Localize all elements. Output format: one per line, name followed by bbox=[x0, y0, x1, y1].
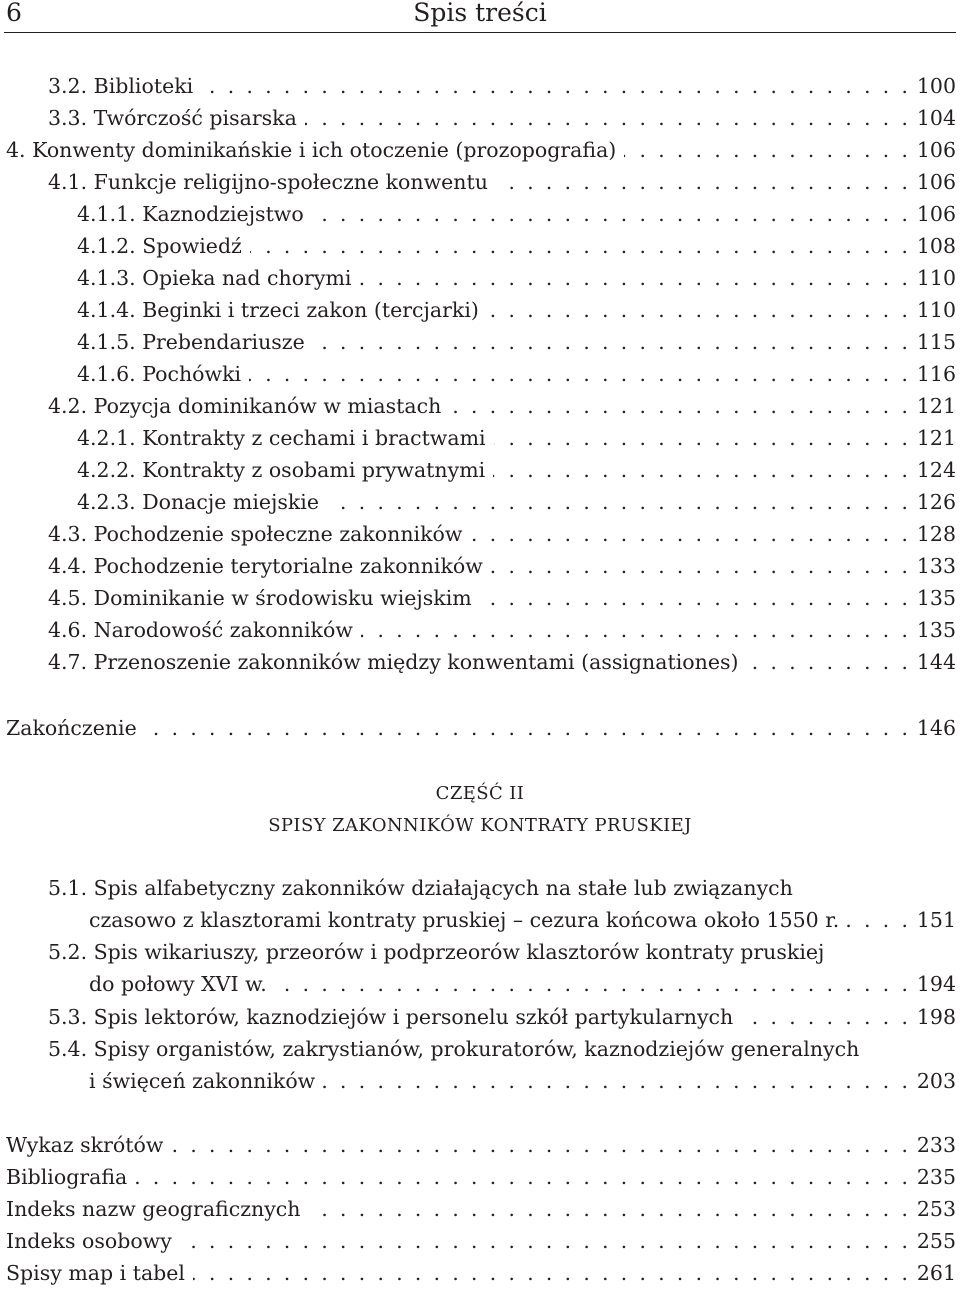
entry-title: Indeks osobowy bbox=[6, 1229, 172, 1253]
entry-page-number: 128 bbox=[916, 522, 956, 546]
part-subheading: SPISY ZAKONNIKÓW KONTRATY PRUSKIEJ bbox=[268, 815, 692, 836]
entry-title: 4.1.2. Spowiedź bbox=[77, 234, 242, 258]
toc-entry bbox=[0, 646, 956, 678]
entry-page-number: 126 bbox=[916, 490, 956, 514]
dot-leader bbox=[361, 614, 911, 646]
entry-title: 4.1.4. Beginki i trzeci zakon (tercjarki) bbox=[77, 298, 479, 322]
dot-leader bbox=[847, 904, 911, 936]
entry-page-number: 135 bbox=[916, 586, 956, 610]
toc-entry bbox=[0, 518, 956, 550]
dot-leader bbox=[449, 390, 911, 422]
dot-leader bbox=[323, 1065, 911, 1097]
dot-leader bbox=[193, 1257, 911, 1289]
entry-title: Bibliografia bbox=[6, 1165, 128, 1189]
entry-title: 4. Konwenty dominikańskie i ich otoczenie (prozopografia) bbox=[6, 138, 617, 162]
toc-entry bbox=[0, 326, 956, 358]
toc-entry bbox=[0, 166, 956, 198]
toc-entry bbox=[0, 198, 956, 230]
toc-entry bbox=[0, 134, 956, 166]
dot-leader bbox=[470, 518, 910, 550]
entry-page-number: 255 bbox=[916, 1229, 956, 1253]
toc-entry bbox=[0, 390, 956, 422]
toc-entry-multiline bbox=[0, 904, 956, 936]
entry-title: do połowy XVI w. bbox=[89, 972, 267, 996]
entry-page-number: 144 bbox=[916, 650, 956, 674]
entry-title: Indeks nazw geograficznych bbox=[6, 1197, 301, 1221]
entry-title: 4.3. Pochodzenie społeczne zakonników bbox=[48, 522, 463, 546]
entry-title: 4.1. Funkcje religijno-społeczne konwentu bbox=[48, 170, 488, 194]
entry-title: 4.2. Pozycja dominikanów w miastach bbox=[48, 394, 442, 418]
entry-title: 4.2.1. Kontrakty z cechami i bractwami bbox=[77, 426, 486, 450]
toc-entry bbox=[0, 230, 956, 262]
entry-title: 4.4. Pochodzenie terytorialne zakonników bbox=[48, 554, 483, 578]
dot-leader bbox=[201, 70, 911, 102]
entry-page-number: 261 bbox=[916, 1261, 956, 1285]
toc-entry bbox=[0, 70, 956, 102]
entry-title: 3.2. Biblioteki bbox=[48, 74, 194, 98]
entry-page-number: 151 bbox=[916, 908, 956, 932]
dot-leader bbox=[496, 166, 911, 198]
toc-entry bbox=[0, 294, 956, 326]
entry-title: 4.6. Narodowość zakonników bbox=[48, 618, 353, 642]
dot-leader bbox=[180, 1225, 911, 1257]
toc-entry bbox=[0, 262, 956, 294]
dot-leader bbox=[308, 1193, 910, 1225]
entry-title: i święceń zakonników bbox=[89, 1069, 316, 1093]
toc-entry bbox=[0, 358, 956, 390]
entry-title: czasowo z klasztorami kontraty pruskiej – cezura końcowa około 1550 r. bbox=[89, 908, 840, 932]
entry-page-number: 100 bbox=[916, 74, 956, 98]
entry-page-number: 203 bbox=[916, 1069, 956, 1093]
entry-title: Zakończenie bbox=[6, 716, 137, 740]
entry-page-number: 233 bbox=[916, 1133, 956, 1157]
entry-title: Wykaz skrótów bbox=[6, 1133, 164, 1157]
header-rule bbox=[4, 32, 956, 33]
toc-entry-multiline bbox=[0, 1065, 956, 1097]
entry-page-number: 253 bbox=[916, 1197, 956, 1221]
toc-entry-back-matter bbox=[0, 1225, 956, 1257]
toc-entry-multiline bbox=[0, 968, 956, 1000]
entry-page-number: 135 bbox=[916, 618, 956, 642]
entry-page-number: 235 bbox=[916, 1165, 956, 1189]
toc-entry-back-matter bbox=[0, 1257, 956, 1289]
entry-page-number: 116 bbox=[916, 362, 956, 386]
entry-title-first-line: 5.1. Spis alfabetyczny zakonników działających na stałe lub związanych bbox=[48, 876, 793, 900]
entry-page-number: 106 bbox=[916, 138, 956, 162]
entry-page-number: 110 bbox=[916, 266, 956, 290]
entry-page-number: 146 bbox=[916, 716, 956, 740]
dot-leader bbox=[171, 1129, 910, 1161]
dot-leader bbox=[145, 712, 911, 744]
entry-title: 4.7. Przenoszenie zakonników między konwentami (assignationes) bbox=[48, 650, 739, 674]
entry-title: 5.3. Spis lektorów, kaznodziejów i personelu szkół partykularnych bbox=[48, 1005, 734, 1029]
dot-leader bbox=[741, 1001, 911, 1033]
entry-title: 4.1.3. Opieka nad chorymi bbox=[77, 266, 352, 290]
dot-leader bbox=[493, 454, 911, 486]
entry-page-number: 133 bbox=[916, 554, 956, 578]
entry-page-number: 104 bbox=[916, 106, 956, 130]
dot-leader bbox=[275, 968, 911, 1000]
toc-entry bbox=[0, 582, 956, 614]
entry-title: 4.1.6. Pochówki bbox=[77, 362, 242, 386]
page-header bbox=[0, 0, 960, 34]
entry-title: 3.3. Twórczość pisarska bbox=[48, 106, 297, 130]
toc-entry bbox=[0, 550, 956, 582]
dot-leader bbox=[494, 422, 911, 454]
dot-leader bbox=[480, 582, 911, 614]
dot-leader bbox=[624, 134, 911, 166]
dot-leader bbox=[313, 326, 911, 358]
entry-title: 4.1.5. Prebendariusze bbox=[77, 330, 305, 354]
entry-title-first-line: 5.4. Spisy organistów, zakrystianów, prokuratorów, kaznodziejów generalnych bbox=[48, 1037, 860, 1061]
dot-leader bbox=[135, 1161, 911, 1193]
dot-leader bbox=[359, 262, 910, 294]
dot-leader bbox=[305, 102, 911, 134]
entry-page-number: 124 bbox=[916, 458, 956, 482]
toc-entry bbox=[0, 102, 956, 134]
entry-title: 4.5. Dominikanie w środowisku wiejskim bbox=[48, 586, 472, 610]
page-number: 6 bbox=[6, 0, 22, 27]
toc-entry-back-matter bbox=[0, 1129, 956, 1161]
entry-page-number: 121 bbox=[916, 394, 956, 418]
entry-page-number: 108 bbox=[916, 234, 956, 258]
entry-title: 4.1.1. Kaznodziejstwo bbox=[77, 202, 304, 226]
entry-title: 4.2.3. Donacje miejskie bbox=[77, 490, 319, 514]
entry-page-number: 198 bbox=[916, 1005, 956, 1029]
dot-leader bbox=[312, 198, 911, 230]
dot-leader bbox=[250, 230, 911, 262]
entry-page-number: 121 bbox=[916, 426, 956, 450]
toc-entry bbox=[0, 486, 956, 518]
toc-entry-back-matter bbox=[0, 1193, 956, 1225]
dot-leader bbox=[249, 358, 911, 390]
toc-entry bbox=[0, 422, 956, 454]
entry-title: 4.2.2. Kontrakty z osobami prywatnymi bbox=[77, 458, 486, 482]
toc-entry-multiline bbox=[0, 1001, 956, 1033]
entry-page-number: 106 bbox=[916, 170, 956, 194]
entry-title: Spisy map i tabel bbox=[6, 1261, 185, 1285]
dot-leader bbox=[327, 486, 911, 518]
dot-leader bbox=[487, 294, 911, 326]
toc-entry bbox=[0, 614, 956, 646]
entry-title-first-line: 5.2. Spis wikariuszy, przeorów i podprzeorów klasztorów kontraty pruskiej bbox=[48, 940, 825, 964]
entry-page-number: 194 bbox=[916, 972, 956, 996]
toc-entry-back-matter bbox=[0, 1161, 956, 1193]
dot-leader bbox=[491, 550, 911, 582]
entry-page-number: 110 bbox=[916, 298, 956, 322]
running-title: Spis treści bbox=[413, 0, 547, 27]
toc-entry bbox=[0, 454, 956, 486]
part-heading: CZĘŚĆ II bbox=[435, 783, 525, 804]
entry-page-number: 115 bbox=[916, 330, 956, 354]
entry-page-number: 106 bbox=[916, 202, 956, 226]
toc-entry-conclusion bbox=[0, 712, 956, 744]
dot-leader bbox=[746, 646, 910, 678]
